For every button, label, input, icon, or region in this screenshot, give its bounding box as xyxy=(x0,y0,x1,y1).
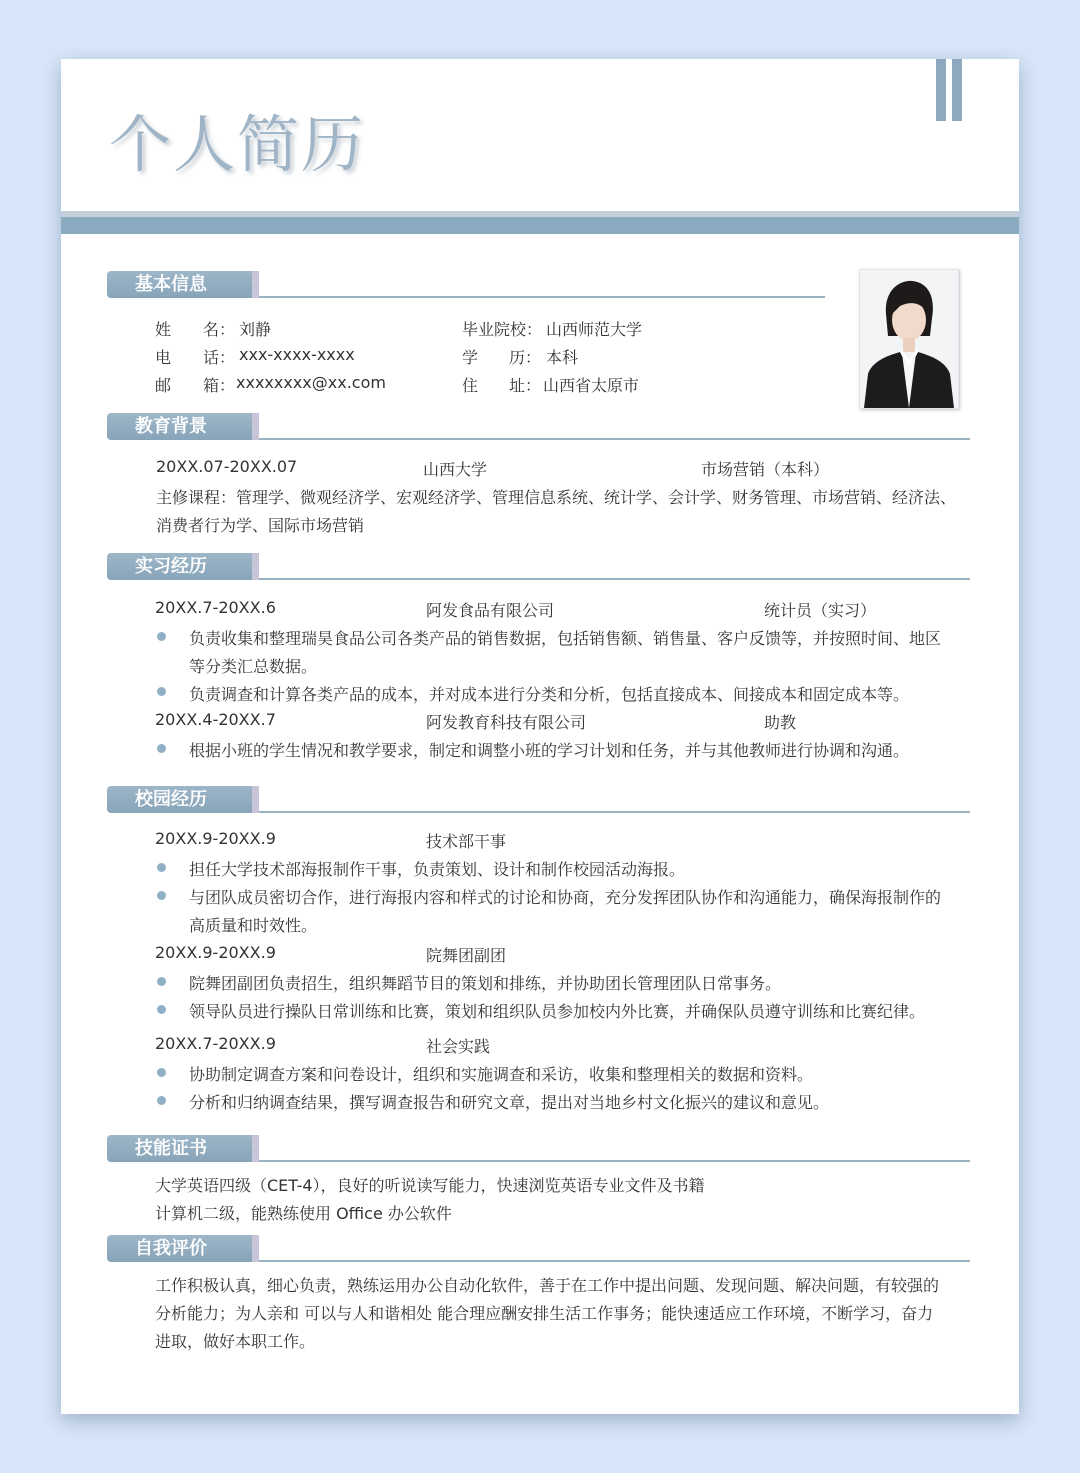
bullet-icon xyxy=(157,977,166,986)
campus3-bullet2: 分析和归纳调查结果，撰写调查报告和研究文章，提出对当地乡村文化振兴的建议和意见。 xyxy=(189,1093,830,1112)
section-rule xyxy=(259,578,970,580)
intern1-bullet2-line1: 负责调查和计算各类产品的成本，并对成本进行分类和分析，包括直接成本、间接成本和固定成本等。 xyxy=(189,685,910,704)
self-eval-line1: 工作积极认真，细心负责，熟练运用办公自动化软件，善于在工作中提出问题、发现问题、解决问题，有较强的 xyxy=(155,1276,940,1295)
self-eval-line2: 分析能力；为人亲和 可以与人和谐相处 能合理应酬安排生活工作事务；能快速适应工作环境，不断学习，奋力 xyxy=(155,1304,934,1323)
campus1-bullet1: 担任大学技术部海报制作干事，负责策划、设计和制作校园活动海报。 xyxy=(189,860,686,879)
section-title-campus: 校园经历 xyxy=(107,786,252,813)
degree-label-b: 历： xyxy=(509,348,542,367)
section-tab-edge xyxy=(252,413,259,440)
campus1-bullet2-line2: 高质量和时效性。 xyxy=(189,916,318,935)
campus1-period: 20XX.9-20XX.9 xyxy=(155,829,276,848)
intern2-company: 阿发教育科技有限公司 xyxy=(426,713,587,732)
section-title-skills: 技能证书 xyxy=(107,1135,252,1162)
intern1-company: 阿发食品有限公司 xyxy=(426,601,555,620)
campus2-period: 20XX.9-20XX.9 xyxy=(155,943,276,962)
email-label-b: 箱： xyxy=(203,376,236,395)
education-period: 20XX.07-20XX.07 xyxy=(156,457,298,476)
degree-value: 本科 xyxy=(546,348,579,367)
section-title-education: 教育背景 xyxy=(107,413,252,440)
intern2-role: 助教 xyxy=(764,713,797,732)
name-value: 刘静 xyxy=(239,320,272,339)
phone-label-a: 电 xyxy=(155,348,172,367)
school-value: 山西师范大学 xyxy=(546,320,643,339)
portrait-photo xyxy=(859,269,959,409)
campus2-role: 院舞团副团 xyxy=(426,946,507,965)
address-value: 山西省太原市 xyxy=(543,376,640,395)
bullet-icon xyxy=(157,744,166,753)
education-school: 山西大学 xyxy=(423,460,488,479)
section-rule xyxy=(259,1260,970,1262)
degree-label-a: 学 xyxy=(462,348,479,367)
name-label-a: 姓 xyxy=(155,320,172,339)
section-tab-edge xyxy=(252,271,259,298)
campus3-period: 20XX.7-20XX.9 xyxy=(155,1034,276,1053)
decor-bar-left xyxy=(936,59,946,121)
bullet-icon xyxy=(157,632,166,641)
section-rule xyxy=(259,811,970,813)
portrait-icon xyxy=(860,270,958,408)
bullet-icon xyxy=(157,891,166,900)
intern2-bullet1-line1: 根据小班的学生情况和教学要求，制定和调整小班的学习计划和任务，并与其他教师进行协调和沟通。 xyxy=(189,741,910,760)
page-title: 个人简历 xyxy=(109,108,366,181)
header-band xyxy=(61,217,1019,234)
resume-page xyxy=(61,59,1019,1414)
bullet-icon xyxy=(157,863,166,872)
campus3-role: 社会实践 xyxy=(426,1037,491,1056)
campus2-bullet1: 院舞团副团负责招生，组织舞蹈节目的策划和排练，并协助团长管理团队日常事务。 xyxy=(189,974,782,993)
address-label-a: 住 xyxy=(462,376,479,395)
section-rule xyxy=(259,1160,970,1162)
section-tab-edge xyxy=(252,1235,259,1262)
intern1-period: 20XX.7-20XX.6 xyxy=(155,598,276,617)
campus1-bullet2-line1: 与团队成员密切合作，进行海报内容和样式的讨论和协商，充分发挥团队协作和沟通能力，确保海报制作的 xyxy=(189,888,942,907)
campus1-role: 技术部干事 xyxy=(426,832,507,851)
intern1-bullet1-line1: 负责收集和整理瑞昊食品公司各类产品的销售数据，包括销售额、销售量、客户反馈等，并按照时间、地区 xyxy=(189,629,942,648)
section-title-basic: 基本信息 xyxy=(107,271,252,298)
phone-label-b: 话： xyxy=(203,348,236,367)
education-courses-line2: 消费者行为学、国际市场营销 xyxy=(156,516,365,535)
bullet-icon xyxy=(157,1096,166,1105)
education-major: 市场营销（本科） xyxy=(701,460,830,479)
email-label-a: 邮 xyxy=(155,376,172,395)
section-title-internship: 实习经历 xyxy=(107,553,252,580)
section-tab-edge xyxy=(252,553,259,580)
section-tab-edge xyxy=(252,1135,259,1162)
section-title-self: 自我评价 xyxy=(107,1235,252,1262)
section-tab-edge xyxy=(252,786,259,813)
school-label: 毕业院校： xyxy=(462,320,543,339)
skills-line1: 大学英语四级（CET-4），良好的听说读写能力，快速浏览英语专业文件及书籍 xyxy=(155,1176,705,1195)
bullet-icon xyxy=(157,687,166,696)
email-value: xxxxxxxx@xx.com xyxy=(236,373,386,392)
decor-bar-right xyxy=(952,59,962,121)
intern1-bullet1-line2: 等分类汇总数据。 xyxy=(189,657,318,676)
campus3-bullet1: 协助制定调查方案和问卷设计，组织和实施调查和采访，收集和整理相关的数据和资料。 xyxy=(189,1065,814,1084)
address-label-b: 址： xyxy=(509,376,542,395)
section-rule xyxy=(259,438,970,440)
phone-value: xxx-xxxx-xxxx xyxy=(239,345,355,364)
section-rule xyxy=(259,296,825,298)
bullet-icon xyxy=(157,1005,166,1014)
skills-line2: 计算机二级，能熟练使用 Office 办公软件 xyxy=(155,1204,452,1223)
bullet-icon xyxy=(157,1068,166,1077)
name-label-b: 名： xyxy=(203,320,236,339)
self-eval-line3: 进取，做好本职工作。 xyxy=(155,1332,316,1351)
intern2-period: 20XX.4-20XX.7 xyxy=(155,710,276,729)
campus2-bullet2: 领导队员进行操队日常训练和比赛，策划和组织队员参加校内外比赛，并确保队员遵守训练和比赛纪律。 xyxy=(189,1002,926,1021)
intern1-role: 统计员（实习） xyxy=(764,601,877,620)
education-courses-line1: 主修课程：管理学、微观经济学、宏观经济学、管理信息系统、统计学、会计学、财务管理、市场营销、经济法、 xyxy=(156,488,957,507)
